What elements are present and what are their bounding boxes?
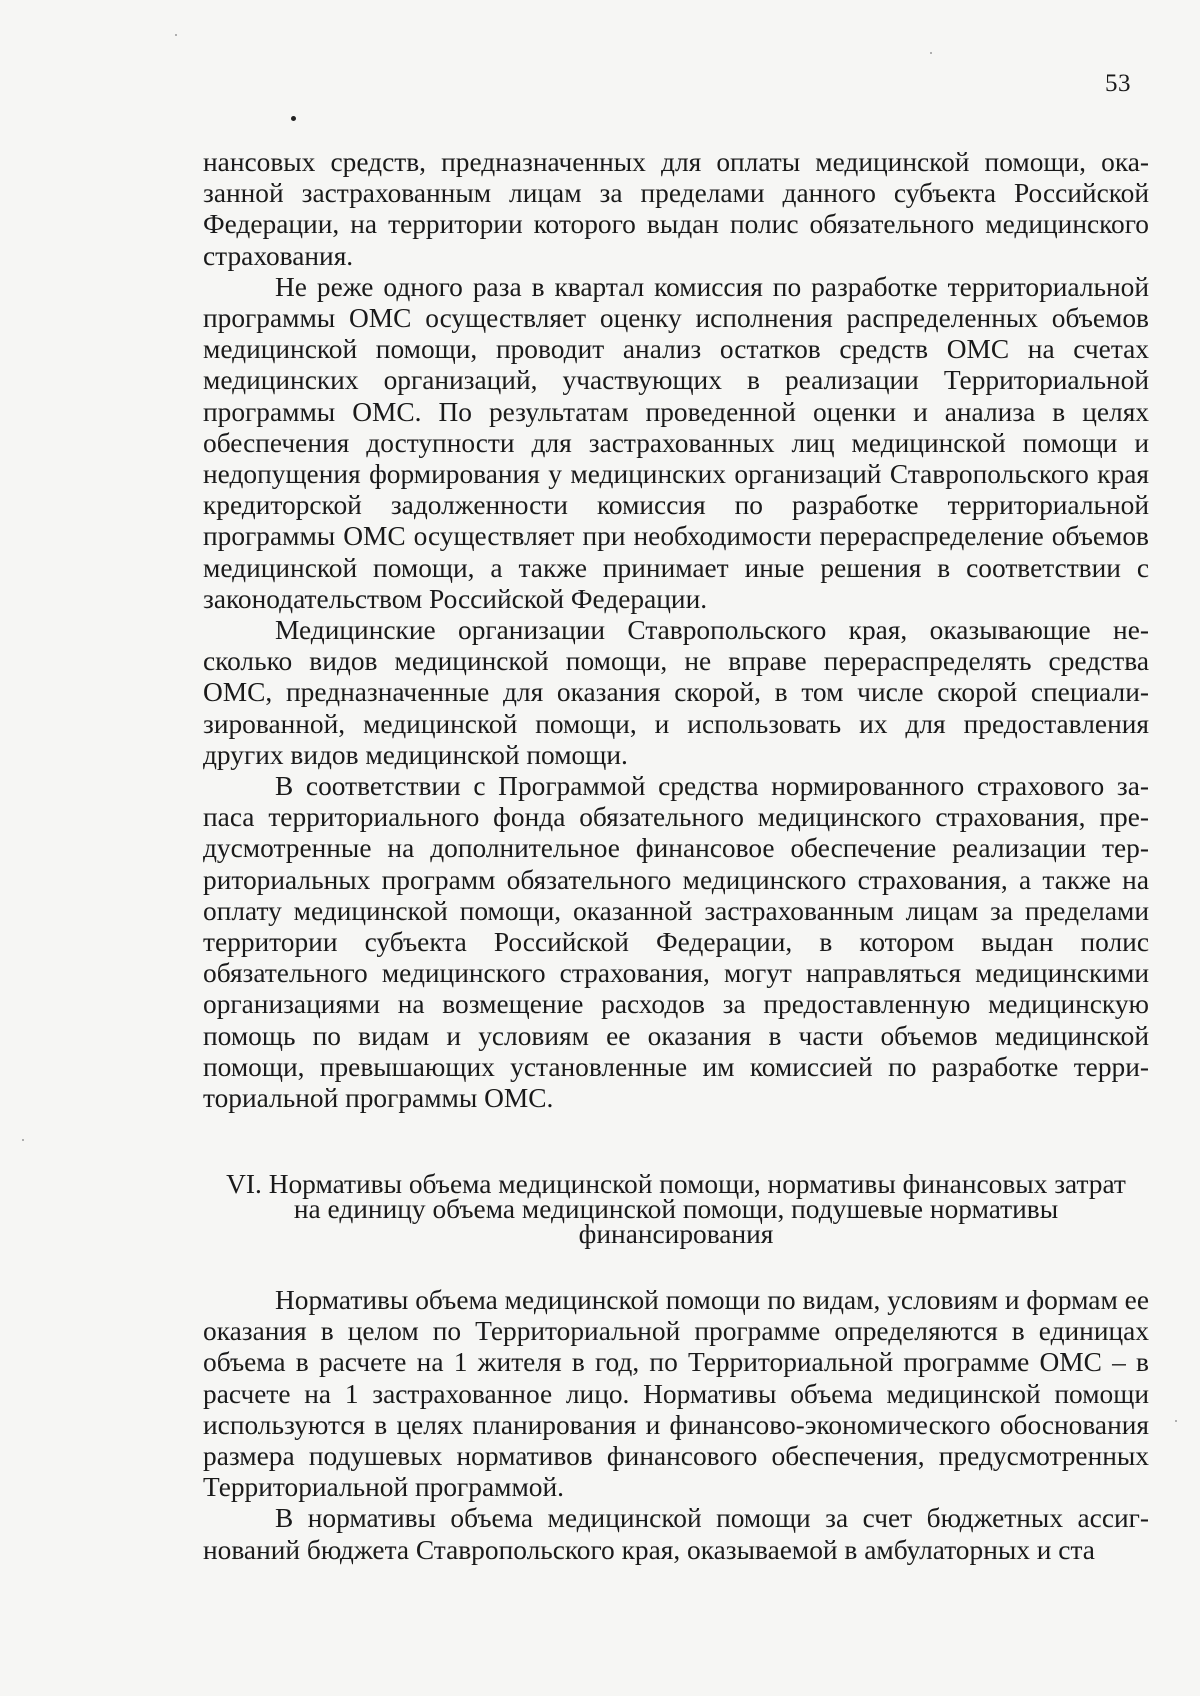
body-text-top — [203, 147, 1149, 1114]
paragraph: В нормативы объема медицинской помощи за счет бюджетных ассигнований бюджета Ставропольского края, оказываемой в амбулаторных и ста — [203, 1503, 1149, 1565]
paragraph: В соответствии с Программой средства нормированного страхового запаса территориального фонда обязательного медицинского страхования, предусмотренные на дополнительное финансовое обеспечение реализации территориальных программ обязательного медицинского страхования, а также на оплату медицинской помощи, оказанной застрахованным лицам за пределами территории субъекта Российской Федерации, в котором выдан полис обязательного медицинского страхования, могут направляться медицинскими организациями на возмещение расходов за предоставленную медицинскую помощь по видам и условиям ее оказания в части объемов медицинской помощи, превышающих установленные им комиссией по разработке территориальной программы ОМС. — [203, 771, 1149, 1114]
body-text-bottom — [203, 1285, 1149, 1566]
paragraph: Не реже одного раза в квартал комиссия по разработке территориальной программы ОМС осуществляет оценку исполнения распределенных объемов медицинской помощи, проводит анализ остатков средств ОМС на счетах медицинских организаций, участвующих в реализации Территориальной программы ОМС. По результатам проведенной оценки и анализа в целях обеспечения доступности для застрахованных лиц медицинской помощи и недопущения формирования у медицинских организаций Ставропольского края кредиторской задолженности комиссия по разработке территориальной программы ОМС осуществляет при необходимости перераспределение объемов медицинской помощи, а также принимает иные решения в соответствии с законодательством Российской Федерации. — [203, 271, 1149, 614]
scan-artifact-speck — [1175, 1420, 1177, 1422]
scan-artifact-speck — [930, 52, 932, 54]
scan-artifact-speck — [175, 34, 177, 36]
paragraph: Медицинские организации Ставропольского края, оказывающие несколько видов медицинской помощи, не вправе перераспределять средства ОМС, предназначенные для оказания скорой, в том числе скорой специализированной, медицинской помощи, и использовать их для предоставления других видов медицинской помощи. — [203, 615, 1149, 770]
section-heading-line: финансирования — [578, 1219, 774, 1249]
scan-artifact-dot — [291, 116, 296, 121]
section-heading-line: на единицу объема медицинской помощи, подушевые нормативы — [293, 1194, 1059, 1224]
paragraph-continuation: нансовых средств, предназначенных для оплаты медицинской помощи, оказанной застрахованным лицам за пределами данного субъекта Российской Федерации, на территории которого выдан полис обязательного медицинского страхования. — [203, 147, 1149, 271]
section-heading — [203, 1169, 1149, 1249]
scan-artifact-speck — [22, 1139, 24, 1141]
paragraph: Нормативы объема медицинской помощи по видам, условиям и формам ее оказания в целом по Территориальной программе определяются в единицах объема в расчете на 1 жителя в год, по Территориальной программе ОМС – в расчете на 1 застрахованное лицо. Нормативы объема медицинской помощи используются в целях планирования и финансово-экономического обоснования размера подушевых нормативов финансового обеспечения, предусмотренных Территориальной программой. — [203, 1285, 1149, 1503]
section-heading-line: VI. Нормативы объема медицинской помощи, нормативы финансовых затрат — [226, 1169, 1126, 1199]
page-number: 53 — [1105, 70, 1131, 97]
